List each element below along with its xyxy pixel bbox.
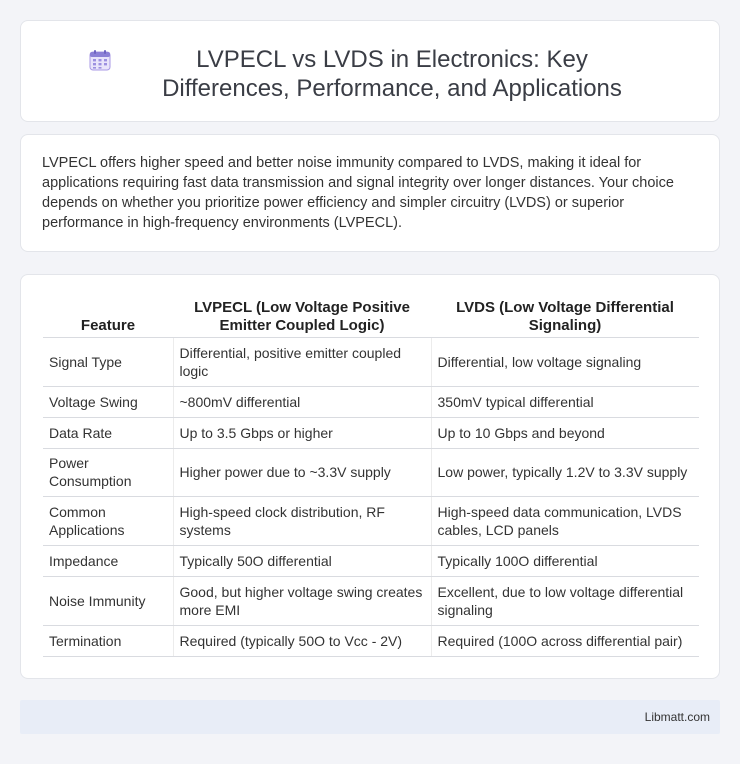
table-row	[43, 417, 699, 448]
header-lvpecl: LVPECL (Low Voltage Positive Emitter Coupled Logic)	[173, 289, 431, 337]
table-header-row	[43, 289, 699, 337]
footer-bar	[20, 700, 720, 734]
feature-cell: Termination	[43, 625, 173, 656]
title-row	[21, 21, 719, 103]
lvpecl-cell: Good, but higher voltage swing creates more EMI	[173, 576, 431, 625]
lvds-cell: Differential, low voltage signaling	[431, 337, 699, 386]
feature-cell: Power Consumption	[43, 448, 173, 496]
lvds-cell: Up to 10 Gbps and beyond	[431, 417, 699, 448]
feature-cell: Noise Immunity	[43, 576, 173, 625]
comparison-table-card	[20, 274, 720, 679]
lvpecl-cell: Higher power due to ~3.3V supply	[173, 448, 431, 496]
header-lvds: LVDS (Low Voltage Differential Signaling)	[431, 289, 699, 337]
header-feature: Feature	[43, 289, 173, 337]
table-row	[43, 496, 699, 545]
table-row	[43, 337, 699, 386]
lvpecl-cell: Up to 3.5 Gbps or higher	[173, 417, 431, 448]
feature-cell: Data Rate	[43, 417, 173, 448]
lvds-cell: Low power, typically 1.2V to 3.3V supply	[431, 448, 699, 496]
lvds-cell: Required (100O across differential pair)	[431, 625, 699, 656]
lvpecl-cell: High-speed clock distribution, RF systems	[173, 496, 431, 545]
lvds-cell: Typically 100O differential	[431, 545, 699, 576]
summary-card	[20, 134, 720, 252]
feature-cell: Voltage Swing	[43, 386, 173, 417]
lvds-cell: 350mV typical differential	[431, 386, 699, 417]
lvpecl-cell: Required (typically 50O to Vcc - 2V)	[173, 625, 431, 656]
lvpecl-cell: Differential, positive emitter coupled logic	[173, 337, 431, 386]
comparison-table	[43, 289, 699, 657]
feature-cell: Signal Type	[43, 337, 173, 386]
feature-cell: Impedance	[43, 545, 173, 576]
title-card	[20, 20, 720, 122]
lvds-cell: Excellent, due to low voltage differential signaling	[431, 576, 699, 625]
table-row	[43, 576, 699, 625]
feature-cell: Common Applications	[43, 496, 173, 545]
table-row	[43, 386, 699, 417]
table-row	[43, 545, 699, 576]
lvpecl-cell: ~800mV differential	[173, 386, 431, 417]
lvds-cell: High-speed data communication, LVDS cables, LCD panels	[431, 496, 699, 545]
table-row	[43, 625, 699, 656]
summary-text: LVPECL offers higher speed and better noise immunity compared to LVDS, making it ideal for applications requiring fast data transmission and signal integrity over longer distances. Your choice depends on whether you prioritize power efficiency and simpler circuitry (LVDS) or superior performance in high-frequency environments (LVPECL).	[42, 155, 674, 231]
table-row	[43, 448, 699, 496]
footer-brand[interactable]: Libmatt.com	[644, 710, 710, 724]
lvpecl-cell: Typically 50O differential	[173, 545, 431, 576]
calendar-icon	[88, 48, 112, 72]
page-title: LVPECL vs LVDS in Electronics: Key Differences, Performance, and Applications	[162, 46, 622, 102]
